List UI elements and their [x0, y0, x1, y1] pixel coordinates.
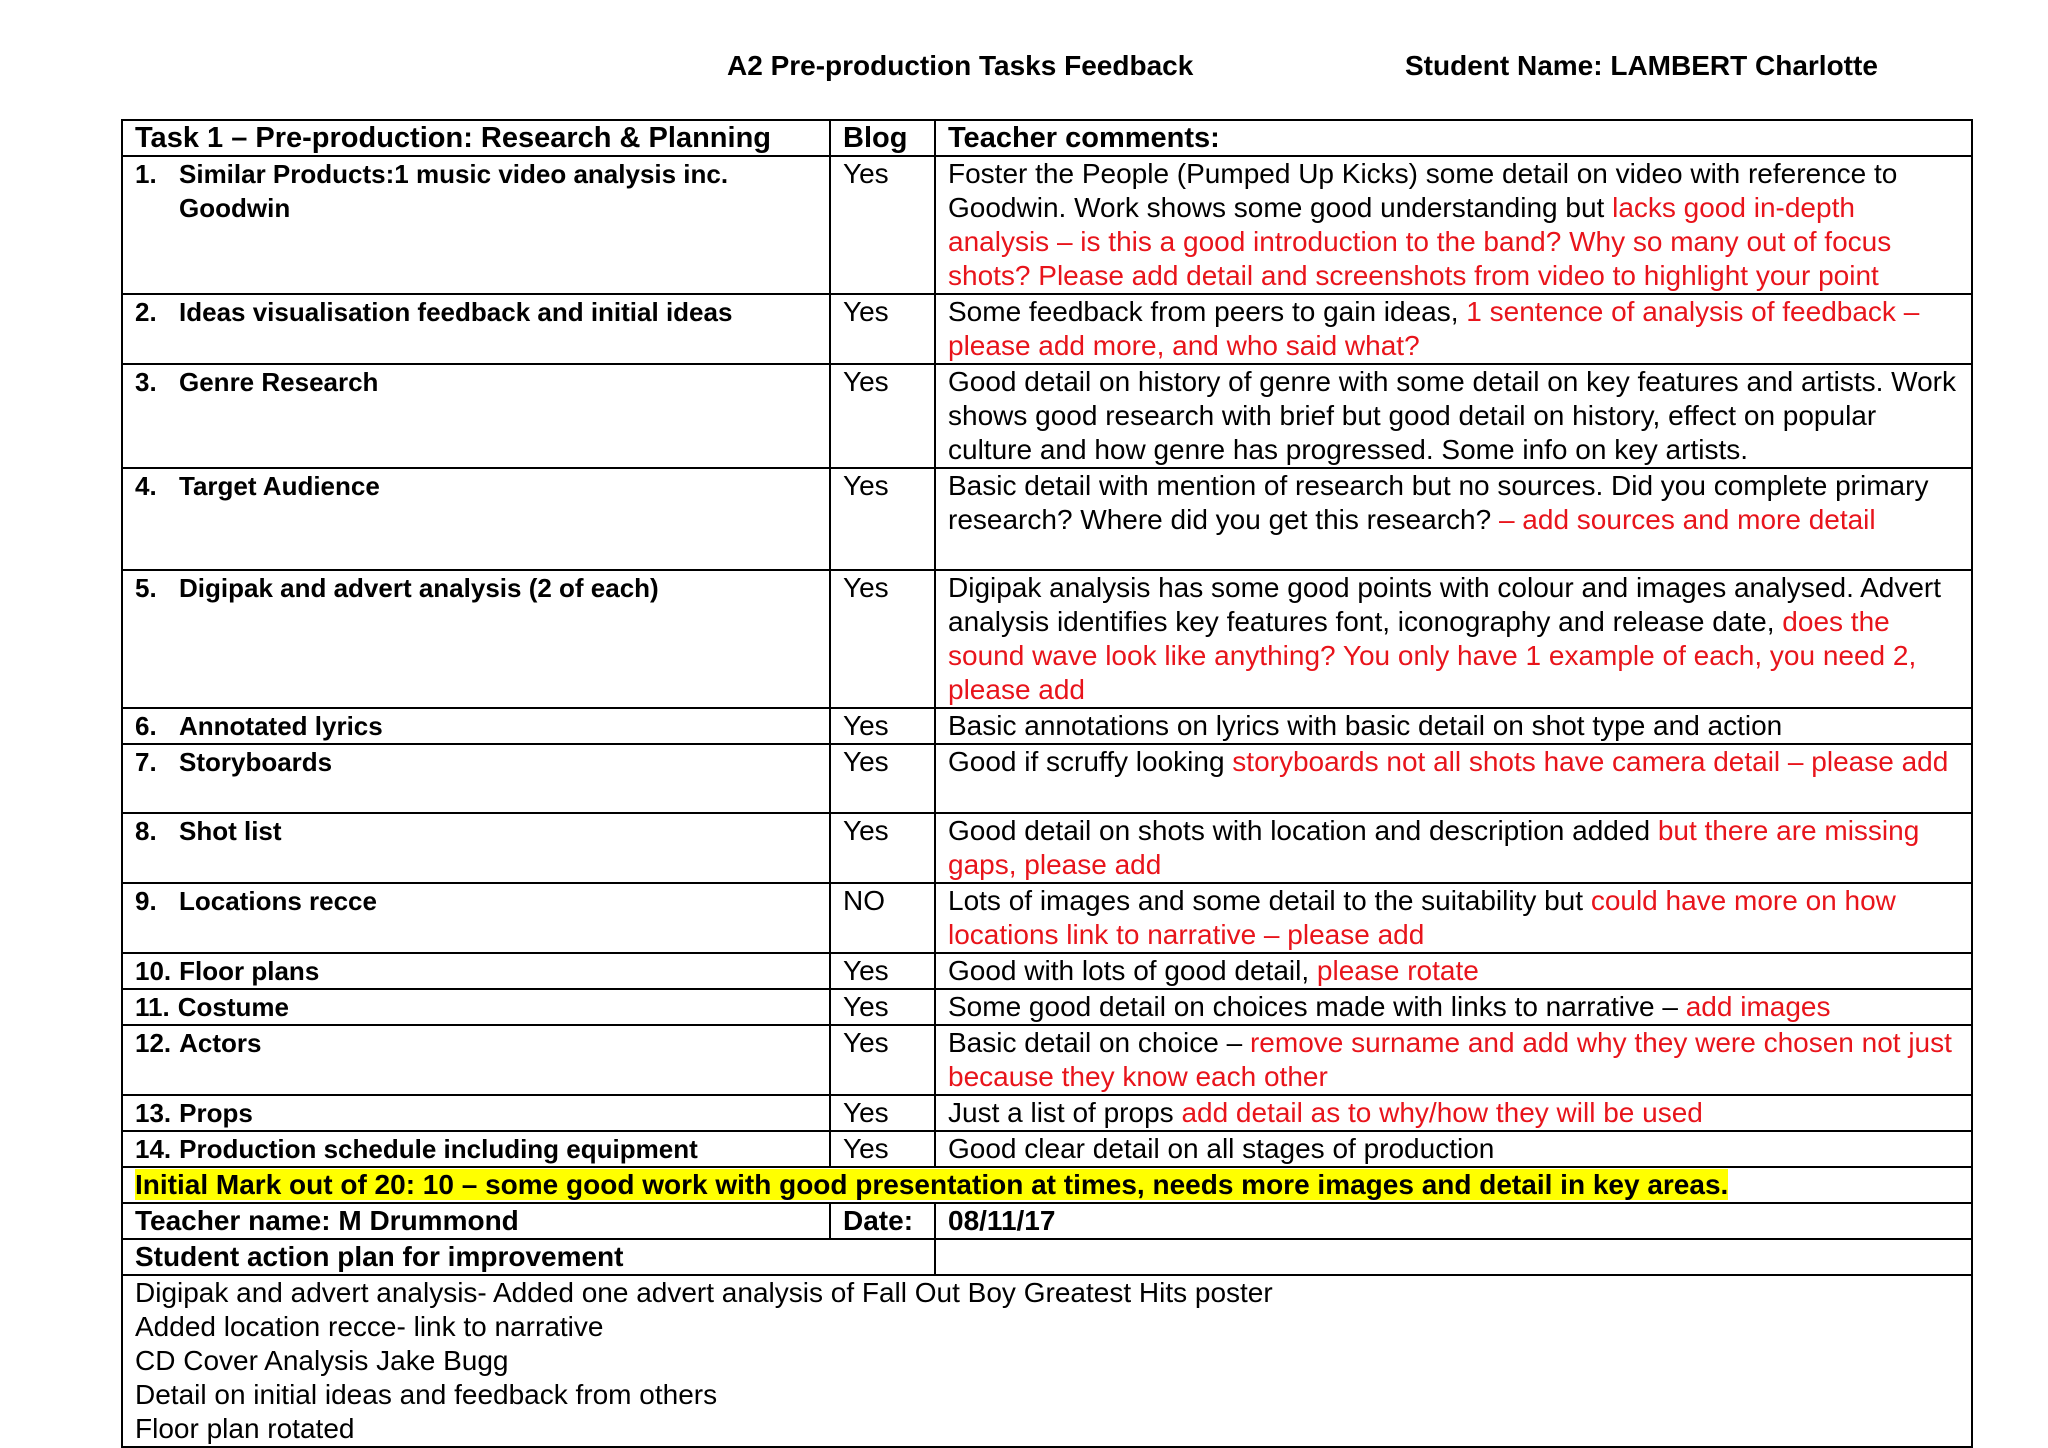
task-number: 9.	[135, 886, 157, 916]
comment-improvement-text: 1 sentence of analysis of feedback – please add more, and who said what?	[948, 296, 1920, 361]
teacher-comment	[935, 156, 1972, 294]
task-label: Genre Research	[179, 367, 379, 397]
comment-text: Digipak analysis has some good points with colour and images analysed. Advert analysis identifies key features font, iconography and release date,	[948, 572, 1942, 637]
task-number: 8.	[135, 816, 157, 846]
task-label: Digipak and advert analysis (2 of each)	[179, 573, 659, 603]
blog-status: NO	[830, 883, 935, 953]
task-row	[122, 570, 1972, 708]
comment-text: Lots of images and some detail to the suitability but	[948, 885, 1591, 916]
task-row	[122, 989, 1972, 1025]
comment-improvement-text: does the sound wave look like anything? You only have 1 example of each, you need 2, please add	[948, 606, 1917, 705]
teacher-comment	[935, 1095, 1972, 1131]
task-number: 1.	[135, 159, 157, 189]
teacher-comment	[935, 953, 1972, 989]
task-row	[122, 364, 1972, 468]
blog-status: Yes	[830, 708, 935, 744]
task-label: Similar Products:1 music video analysis inc.	[179, 159, 729, 189]
task-label: Locations recce	[179, 886, 377, 916]
blog-status: Yes	[830, 156, 935, 294]
action-plan-item: Digipak and advert analysis- Added one advert analysis of Fall Out Boy Greatest Hits poster	[135, 1277, 1273, 1308]
comment-improvement-text: add images	[1685, 991, 1831, 1022]
task-cell	[122, 883, 830, 953]
task-number: 7.	[135, 747, 157, 777]
task-cell	[122, 364, 830, 468]
task-cell	[122, 294, 830, 364]
comment-text: Good if scruffy looking	[948, 746, 1233, 777]
blog-status: Yes	[830, 813, 935, 883]
teacher-comment	[935, 468, 1972, 570]
task-label: Production schedule including equipment	[179, 1134, 698, 1164]
comment-text: Good detail on shots with location and description added	[948, 815, 1658, 846]
task-number: 10.	[135, 956, 172, 986]
task-label-continued: Goodwin	[179, 193, 291, 223]
task-number: 11.	[135, 992, 170, 1022]
blog-status: Yes	[830, 1131, 935, 1167]
task-number: 3.	[135, 367, 157, 397]
task-cell	[122, 1095, 830, 1131]
task-cell	[122, 744, 830, 813]
comment-improvement-text: – add sources and more detail	[1498, 504, 1876, 535]
task-number: 2.	[135, 297, 157, 327]
comment-improvement-text: but there are missing gaps, please add	[948, 815, 1920, 880]
task-cell	[122, 813, 830, 883]
comment-improvement-text: add detail as to why/how they will be used	[1181, 1097, 1703, 1128]
blog-column-header: Blog	[830, 120, 935, 156]
comment-improvement-text: could have more on how locations link to narrative – please add	[948, 885, 1896, 950]
teacher-name: Teacher name: M Drummond	[122, 1203, 830, 1239]
task-row	[122, 813, 1972, 883]
blog-status: Yes	[830, 989, 935, 1025]
task-row	[122, 1025, 1972, 1095]
comment-text: Some good detail on choices made with links to narrative –	[948, 991, 1686, 1022]
action-plan-item: Floor plan rotated	[135, 1413, 355, 1444]
task-cell	[122, 989, 830, 1025]
blog-status: Yes	[830, 1025, 935, 1095]
blog-status: Yes	[830, 953, 935, 989]
comment-text: Foster the People (Pumped Up Kicks) some detail on video with reference to Goodwin. Work shows some good understanding but	[948, 158, 1898, 223]
task-label: Target Audience	[179, 471, 380, 501]
blog-status: Yes	[830, 468, 935, 570]
date-label: Date:	[830, 1203, 935, 1239]
teacher-comment	[935, 989, 1972, 1025]
task-label: Floor plans	[179, 956, 320, 986]
comment-text: Some feedback from peers to gain ideas,	[948, 296, 1467, 327]
task-label: Shot list	[179, 816, 282, 846]
comment-text: Good clear detail on all stages of production	[948, 1133, 1495, 1164]
initial-mark-row	[122, 1167, 1972, 1203]
comment-improvement-text: lacks good in-depth analysis – is this a good introduction to the band? Why so many out of focus shots? Please add detail and screenshots from video to highlight your point	[948, 192, 1892, 291]
task-cell	[122, 1025, 830, 1095]
teacher-comment	[935, 813, 1972, 883]
task-row	[122, 744, 1972, 813]
task-row	[122, 883, 1972, 953]
teacher-comment	[935, 708, 1972, 744]
task-row	[122, 953, 1972, 989]
action-plan-item: CD Cover Analysis Jake Bugg	[135, 1345, 509, 1376]
teacher-comment	[935, 570, 1972, 708]
comment-text: Basic detail with mention of research but no sources. Did you complete primary research? Where did you get this research?	[948, 470, 1929, 535]
task-row	[122, 1131, 1972, 1167]
teacher-comment	[935, 364, 1972, 468]
empty-cell	[935, 1239, 1972, 1275]
task-number: 5.	[135, 573, 157, 603]
task-row	[122, 468, 1972, 570]
date-value: 08/11/17	[935, 1203, 1972, 1239]
task-cell	[122, 1131, 830, 1167]
comment-improvement-text: remove surname and add why they were chosen not just because they know each other	[948, 1027, 1952, 1092]
teacher-comment	[935, 294, 1972, 364]
task-number: 14.	[135, 1134, 172, 1164]
task-label: Props	[179, 1098, 253, 1128]
feedback-table	[121, 119, 1973, 1448]
task-label: Ideas visualisation feedback and initial ideas	[179, 297, 733, 327]
blog-status: Yes	[830, 364, 935, 468]
action-plan-cell	[122, 1275, 1972, 1447]
task-cell	[122, 570, 830, 708]
task-cell	[122, 953, 830, 989]
comment-text: Good detail on history of genre with some detail on key features and artists. Work shows good research with brief but good detail on history, effect on popular culture and how genre has progressed. Some info on key artists.	[948, 366, 1956, 465]
task-row	[122, 708, 1972, 744]
blog-status: Yes	[830, 294, 935, 364]
blog-status: Yes	[830, 1095, 935, 1131]
comment-text: Just a list of props	[948, 1097, 1182, 1128]
teacher-comment	[935, 1025, 1972, 1095]
document-title: A2 Pre-production Tasks Feedback	[727, 50, 1194, 81]
task-label: Costume	[177, 992, 289, 1022]
task-column-header: Task 1 – Pre-production: Research & Planning	[122, 120, 830, 156]
teacher-comment	[935, 883, 1972, 953]
task-row	[122, 156, 1972, 294]
student-name: Student Name: LAMBERT Charlotte	[1405, 50, 1878, 81]
teacher-row	[122, 1203, 1972, 1239]
task-row	[122, 1095, 1972, 1131]
initial-mark-cell	[122, 1167, 1972, 1203]
comment-text: Good with lots of good detail,	[948, 955, 1317, 986]
table-header-row	[122, 120, 1972, 156]
comment-text: Basic annotations on lyrics with basic detail on shot type and action	[948, 710, 1783, 741]
task-label: Actors	[179, 1028, 262, 1058]
task-cell	[122, 156, 830, 294]
action-plan-title: Student action plan for improvement	[122, 1239, 935, 1275]
task-cell	[122, 708, 830, 744]
action-plan-row	[122, 1275, 1972, 1447]
task-label: Storyboards	[179, 747, 333, 777]
task-cell	[122, 468, 830, 570]
action-plan-item: Detail on initial ideas and feedback from others	[135, 1379, 718, 1410]
task-label: Annotated lyrics	[179, 711, 383, 741]
task-number: 12.	[135, 1028, 172, 1058]
comment-improvement-text: please rotate	[1316, 955, 1479, 986]
task-number: 4.	[135, 471, 157, 501]
task-number: 6.	[135, 711, 157, 741]
page-header	[0, 50, 2048, 90]
blog-status: Yes	[830, 744, 935, 813]
teacher-comment	[935, 744, 1972, 813]
task-row	[122, 294, 1972, 364]
teacher-comment	[935, 1131, 1972, 1167]
task-number: 13.	[135, 1098, 172, 1128]
comment-improvement-text: storyboards not all shots have camera detail – please add	[1232, 746, 1949, 777]
blog-status: Yes	[830, 570, 935, 708]
action-plan-item: Added location recce- link to narrative	[135, 1311, 604, 1342]
comments-column-header: Teacher comments:	[935, 120, 1972, 156]
comment-text: Basic detail on choice –	[948, 1027, 1250, 1058]
initial-mark: Initial Mark out of 20: 10 – some good work with good presentation at times, needs more images and detail in key areas.	[135, 1169, 1729, 1200]
action-plan-title-row	[122, 1239, 1972, 1275]
